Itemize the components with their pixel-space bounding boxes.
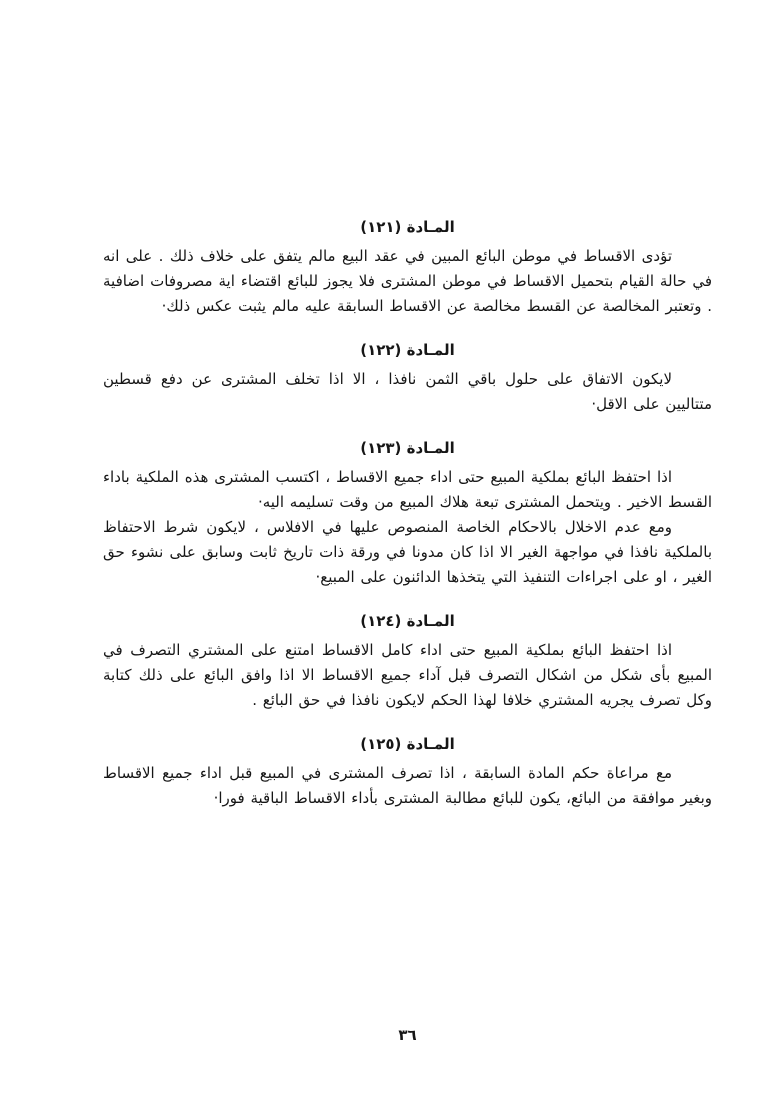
articles-container	[103, 214, 712, 811]
article-heading: المـادة (١٢٥)	[360, 735, 455, 753]
article-paragraph: اذا احتفظ البائع بملكية المبيع حتى اداء جميع الاقساط ، اكتسب المشترى هذه الملكية باداء القسط الاخير . ويتحمل المشترى تبعة هلاك المبيع من وقت تسليمه اليه·	[103, 468, 712, 511]
article-paragraph: مع مراعاة حكم المادة السابقة ، اذا تصرف المشترى في المبيع قبل اداء جميع الاقساط وبغير موافقة من البائع، يكون للبائع مطالبة المشترى بأداء الاقساط الباقية فورا·	[103, 764, 712, 807]
article	[103, 337, 712, 417]
article-heading: المـادة (١٢٣)	[360, 439, 455, 457]
article	[103, 214, 712, 319]
article-heading: المـادة (١٢٢)	[360, 341, 455, 359]
article-paragraph: لايكون الاتفاق على حلول باقي الثمن نافذا ، الا اذا تخلف المشترى عن دفع قسطين متتاليين على الاقل·	[103, 370, 712, 413]
article-paragraph: ومع عدم الاخلال بالاحكام الخاصة المنصوص عليها في الافلاس ، لايكون شرط الاحتفاظ بالملكية نافذا في مواجهة الغير الا اذا كان مدونا في ورقة ذات تاريخ ثابت وسابق على نشوء حق الغير ، او على اجراءات التنفيذ التي يتخذها الدائنون على المبيع·	[103, 518, 712, 586]
page-number: ٣٦	[398, 1026, 417, 1044]
article	[103, 435, 712, 590]
article-paragraph: تؤدى الاقساط في موطن البائع المبين في عقد البيع مالم يتفق على خلاف ذلك . على انه في حالة القيام بتحميل الاقساط في موطن المشترى فلا يجوز للبائع اقتضاء اية مصروفات اضافية . وتعتبر المخالصة عن القسط مخالصة عن الاقساط السابقة عليه مالم يثبت عكس ذلك·	[103, 247, 712, 315]
article-paragraph: اذا احتفظ البائع بملكية المبيع حتى اداء كامل الاقساط امتنع على المشتري التصرف في المبيع بأى شكل من اشكال التصرف قبل آداء جميع الاقساط الا اذا وافق البائع على ذلك كتابة وكل تصرف يجريه المشتري خلافا لهذا الحكم لايكون نافذا في حق البائع .	[103, 641, 712, 709]
article	[103, 731, 712, 811]
article-heading: المـادة (١٢٤)	[360, 612, 455, 630]
article	[103, 608, 712, 713]
article-heading: المـادة (١٢١)	[360, 218, 455, 236]
